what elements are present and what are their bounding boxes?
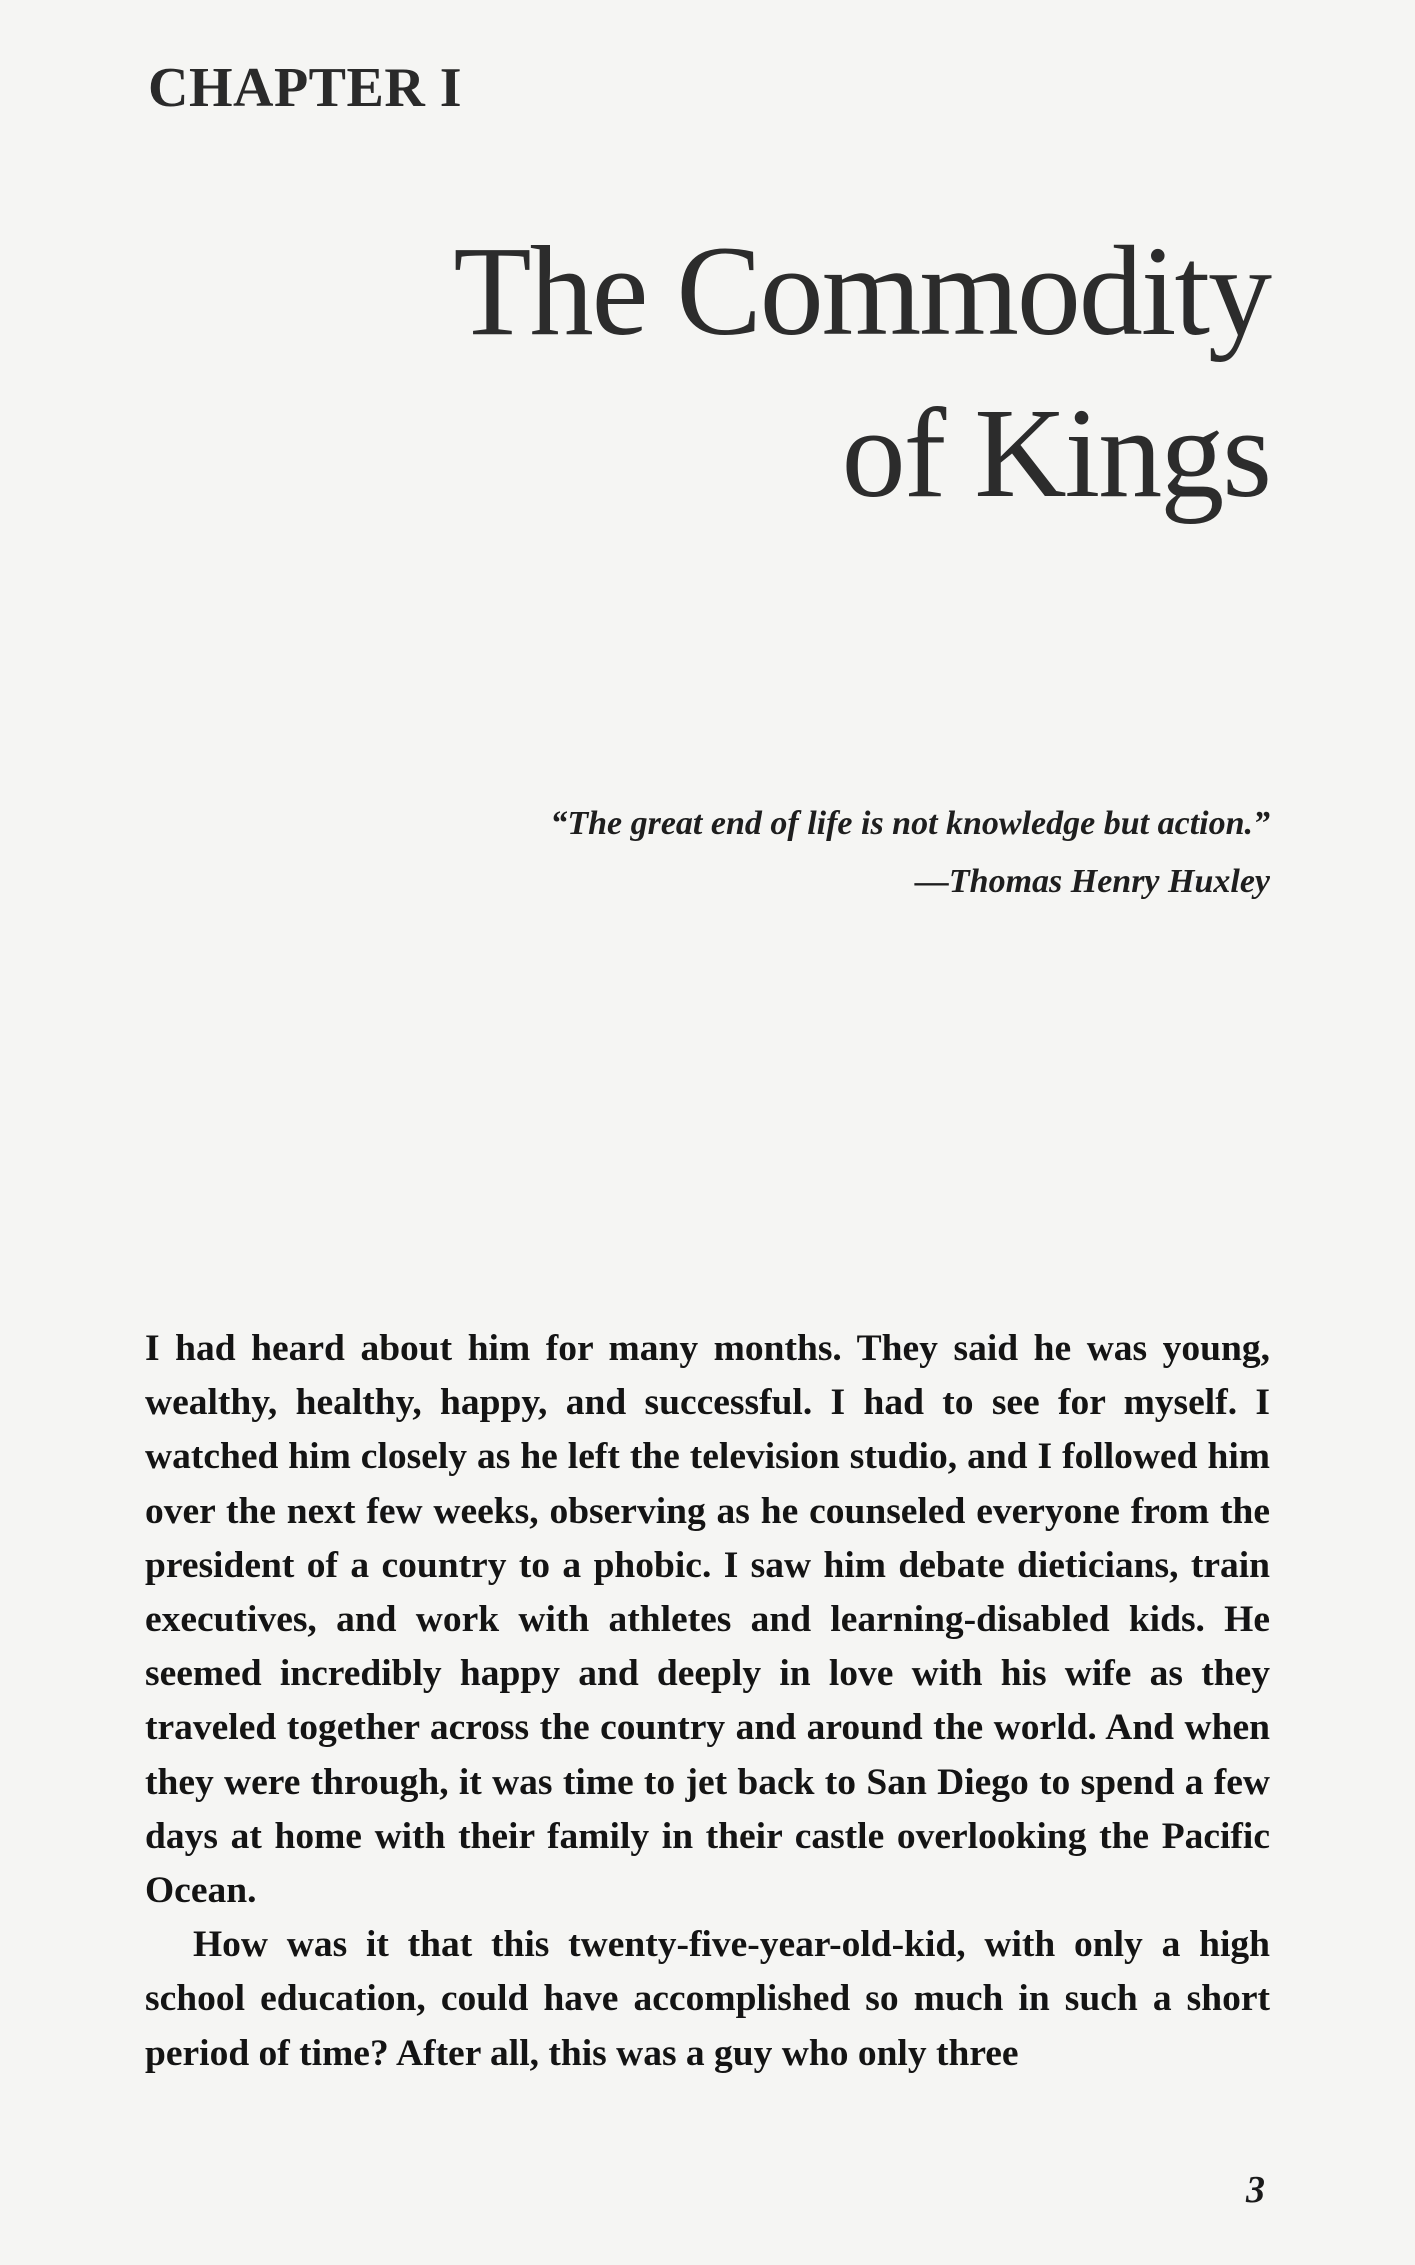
chapter-title — [270, 210, 1270, 534]
chapter-label: CHAPTER I — [148, 57, 463, 119]
paragraph: I had heard about him for many months. They said he was young, wealthy, healthy, happy, and successful. I had to see for myself. I watched him closely as he left the television studio, and I followed him over the next few weeks, observing as he counseled everyone from the president of a country to a phobic. I saw him debate dieticians, train executives, and work with athletes and learning-disabled kids. He seemed incredibly happy and deeply in love with his wife as they traveled together across the country and around the world. And when they were through, it was time to jet back to San Diego to spend a few days at home with their family in their castle overlooking the Pacific Ocean. — [145, 1328, 1270, 1912]
chapter-title-line-1: The Commodity — [453, 220, 1270, 362]
epigraph — [270, 795, 1270, 911]
epigraph-attribution: —Thomas Henry Huxley — [914, 863, 1270, 900]
epigraph-quote: “The great end of life is not knowledge but action.” — [550, 805, 1270, 842]
page-number: 3 — [1246, 2169, 1265, 2211]
paragraph: How was it that this twenty-five-year-old-kid, with only a high school education, could have accomplished so much in such a short period of time? After all, this was a guy who only three — [145, 1924, 1270, 2074]
body-text — [145, 1322, 1270, 2081]
chapter-title-line-2: of Kings — [841, 382, 1270, 524]
